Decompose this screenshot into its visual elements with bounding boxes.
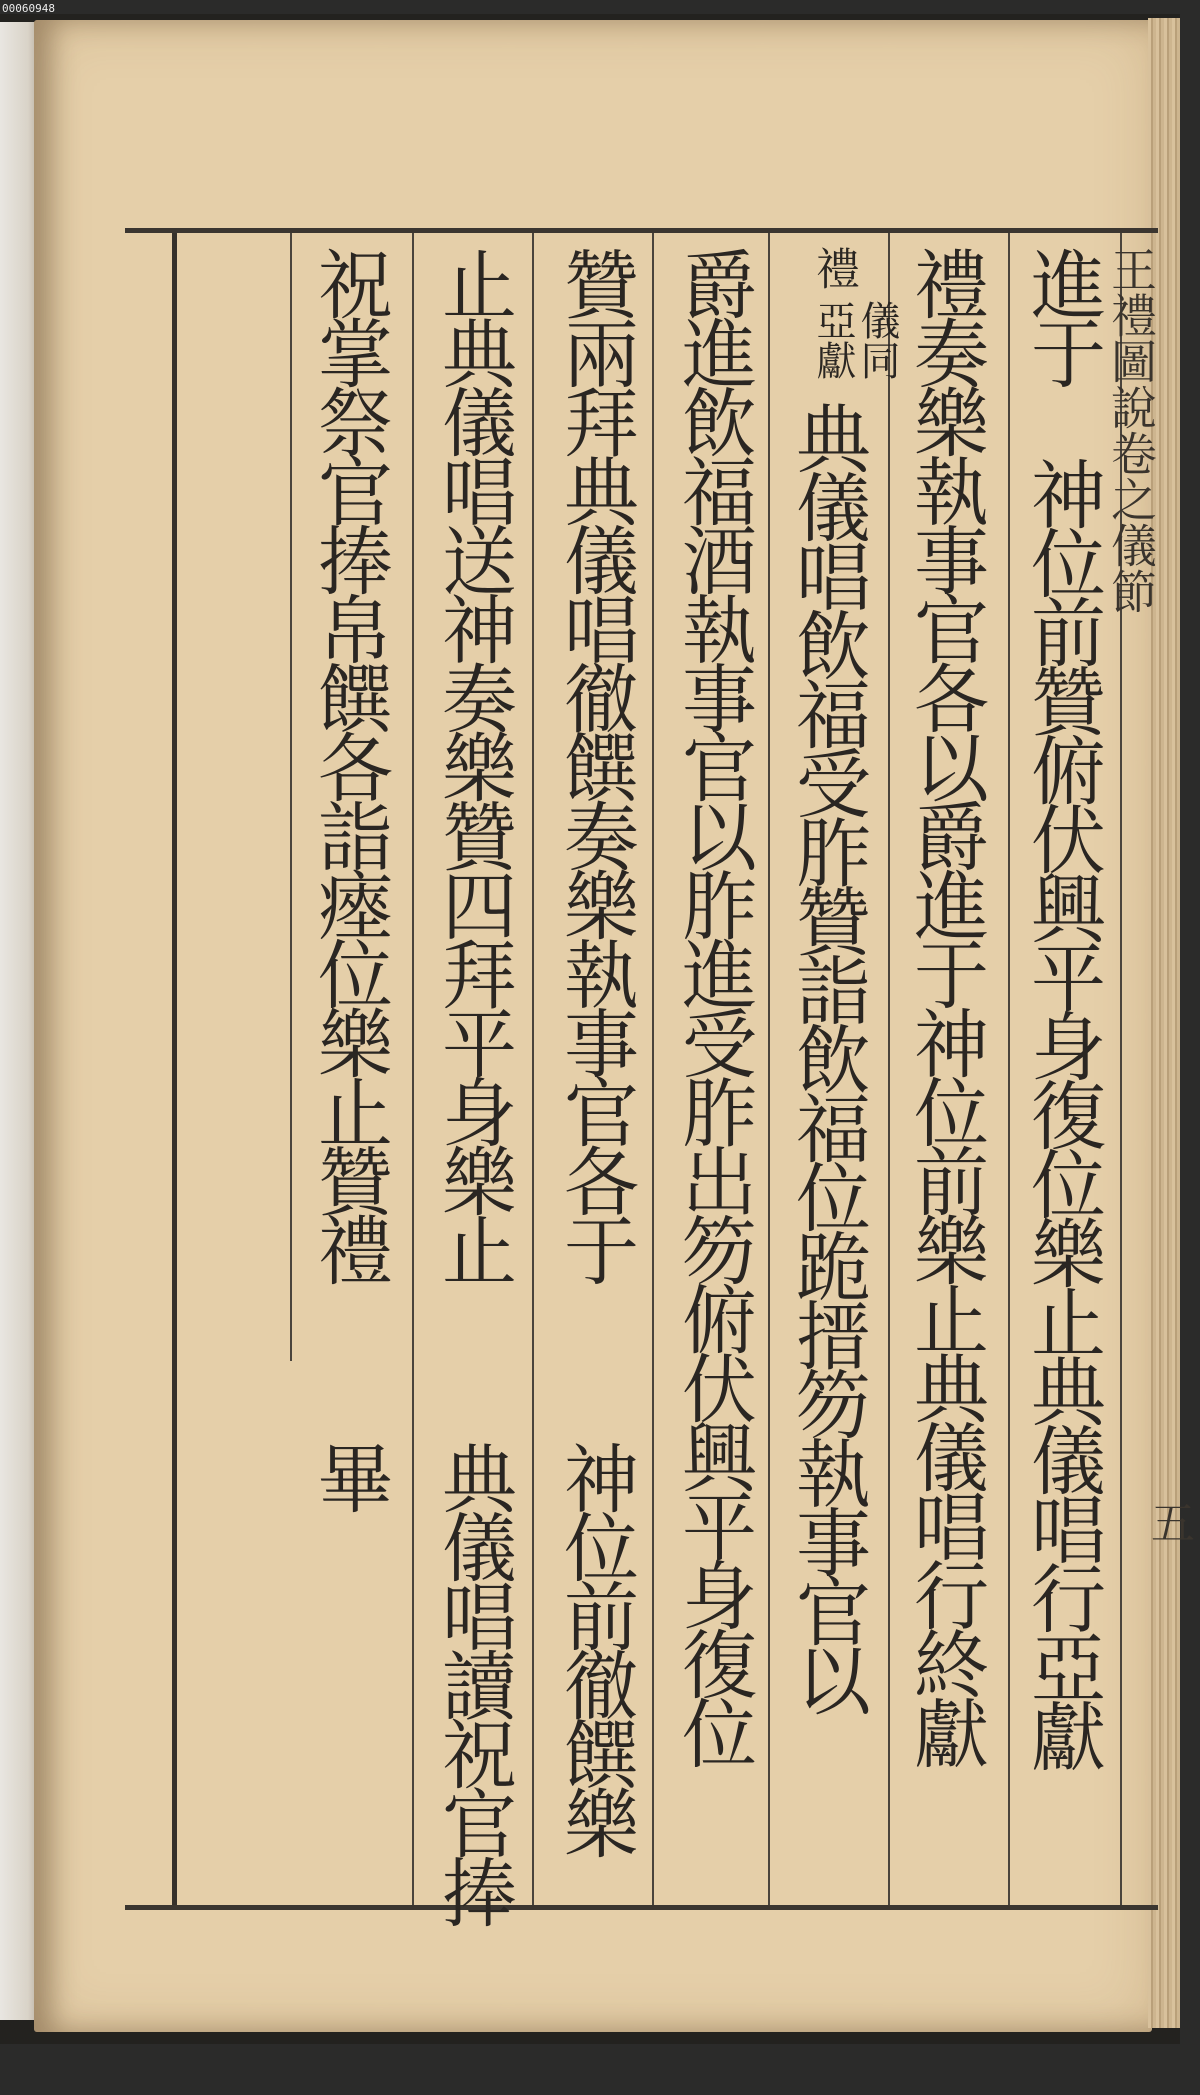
text-column-3-rite: 禮: [808, 246, 859, 290]
text-column-1-head: 進于: [1019, 246, 1107, 384]
text-column-7-lower: 畢: [306, 1440, 394, 1509]
text-column-3-body: 典儀唱飲福受胙贊詣飲福位跪搢笏執事官以: [784, 400, 872, 1711]
text-column-2: 禮奏樂執事官各以爵進于神位前樂止典儀唱行終獻: [902, 246, 990, 1764]
text-column-5-lower: 神位前徹饌樂: [552, 1440, 640, 1854]
column-rule: [888, 233, 890, 1905]
scan-id-label: 00060948: [2, 2, 55, 15]
column-rule: [768, 233, 770, 1905]
column-rule: [172, 233, 177, 1905]
text-column-3-note-b: 亞獻: [810, 300, 856, 380]
text-column-1-body: 神位前贊俯伏興平身復位樂止典儀唱行亞獻: [1019, 456, 1107, 1767]
page-header-title: 王禮圖說卷之儀節: [1104, 246, 1158, 614]
column-rule: [532, 233, 534, 1905]
text-column-6-lower: 典儀唱讀祝官捧: [430, 1440, 518, 1923]
column-rule: [652, 233, 654, 1905]
page-number: 五: [1143, 1500, 1194, 1544]
column-rule: [412, 233, 414, 1905]
text-column-4: 爵進飲福酒執事官以胙進受胙出笏俯伏興平身復位: [670, 246, 758, 1764]
text-column-3-note-a: 儀同: [854, 300, 900, 380]
text-column-6-upper: 止典儀唱送神奏樂贊四拜平身樂止: [430, 246, 518, 1281]
column-rule: [1008, 233, 1010, 1905]
text-column-5-upper: 贊兩拜典儀唱徹饌奏樂執事官各于: [552, 246, 640, 1281]
column-rule: [290, 233, 292, 1361]
text-column-7-upper: 祝掌祭官捧帛饌各詣瘞位樂止贊禮: [306, 246, 394, 1281]
